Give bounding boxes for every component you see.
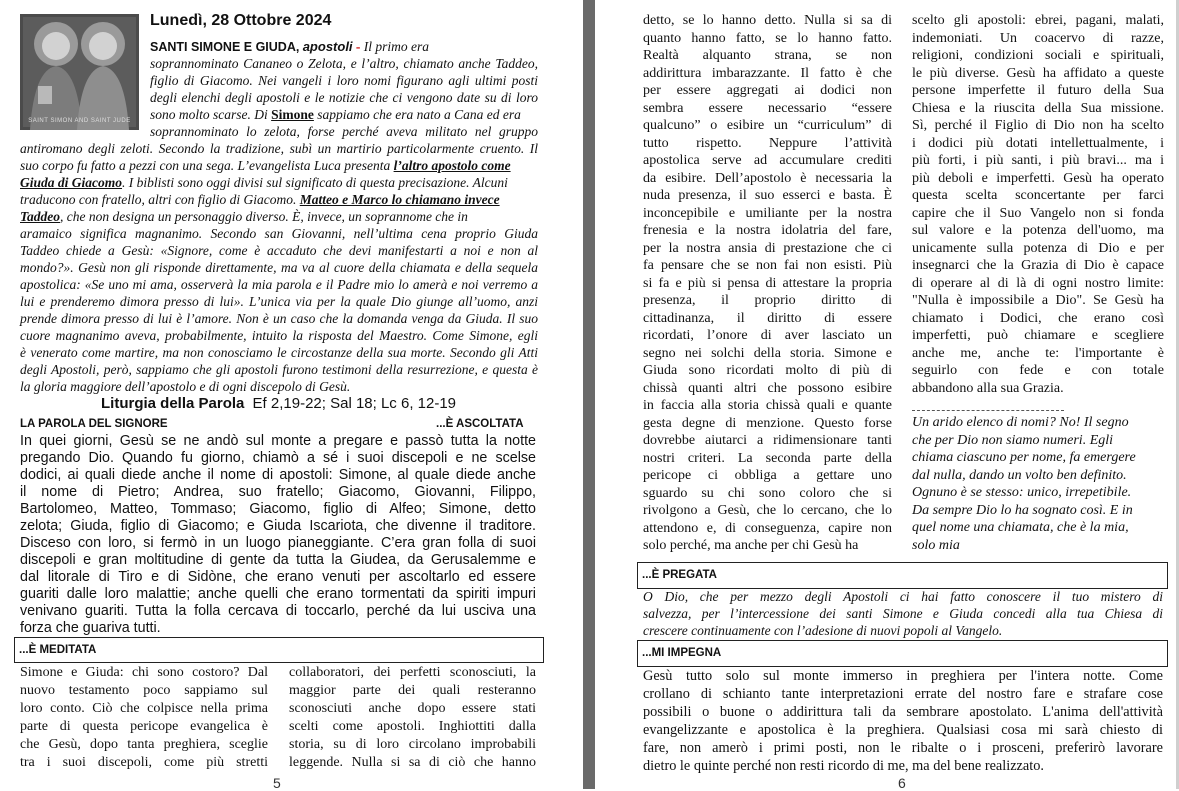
saints-image: [20, 14, 139, 130]
meditata-col1-line: nuovo testamento poco sappiamo sul: [20, 683, 268, 698]
rcol1-line: nostri criteri. La seconda parte della: [643, 450, 892, 466]
rcol2-line: "Nulla è impossibile a Dio". Se Gesù ha: [912, 293, 1164, 308]
prayer-line: O Dio, che per mezzo degli Apostoli ci hai fatto conoscere il tuo mistero di: [643, 589, 1163, 604]
rcol1-line: da esibire. Dell’apostolo è necessaria la: [643, 170, 892, 186]
mm-link-1[interactable]: Matteo e Marco lo chiamano invece: [299, 192, 500, 207]
rcol2-line: seguirlo con fede e con totale: [912, 363, 1164, 378]
luca-link-2[interactable]: Giuda di Giacomo: [20, 175, 123, 190]
gospel-line: guariti dalle loro malattie; anche quelli che erano tormentati da spiriti impuri: [20, 586, 536, 602]
rcol1-line: in faccia alla storia chissà quali e quante: [643, 398, 892, 413]
meditata-section-bar: [14, 637, 544, 663]
prayer-line: crescere continuamente con l’adesione di nuovi popoli al Vangelo.: [643, 623, 1003, 638]
intro-text: Il primo era: [363, 39, 430, 54]
intro-line: [20, 157, 538, 175]
saints-icon: [20, 14, 139, 130]
intro-line: soprannominato Cananeo o Zelota, e l’altro, chiamato anche Taddeo,: [150, 56, 538, 71]
separator-line: [912, 410, 1064, 411]
rcol2-line: questa scelta sconcertante per farci: [912, 188, 1164, 203]
impegna-line: crollano di schianto tante interpretazioni errate del nostro fare e strafare cose: [643, 686, 1163, 702]
impegna-line: dietro le quinte perché non resti ricordo di me, ma del bene realizzato.: [643, 758, 1044, 774]
rcol1-line: sembra essere necessario “essere: [643, 100, 892, 116]
intro-line: lui e prenderemo dimora presso di lui». L’unica via per la quale Dio giunge all’uomo, anzi: [20, 294, 538, 309]
simone-link[interactable]: Simone: [271, 107, 314, 122]
rcol2-line: Chiesa e la riuscita della Sua missione.: [912, 100, 1164, 116]
gospel-line: dal litorale di Tiro e di Sidòne, che erano venuti per ascoltarlo ed essere: [20, 569, 536, 585]
intro-line: [20, 191, 538, 209]
rcol1-line: solo perché, ma anche per chi Gesù ha: [643, 538, 859, 553]
mm-link-2[interactable]: Taddeo: [20, 209, 60, 224]
rcol2-line: le più diverse. Gesù ha affidato a queste: [912, 65, 1164, 81]
rcol1-line: Giuda sono ricordati molto di più di: [643, 363, 892, 378]
saints-title: SANTI SIMONE E GIUDA,: [150, 40, 300, 54]
rcol2-line: unicamente sulla potenza di Dio e per: [912, 240, 1164, 256]
intro-line: la gloria maggiore dell’apostolo e di ogni discepolo di Gesù.: [20, 379, 351, 394]
rcol2-line: imperfetti, può chiamare e scegliere: [912, 328, 1164, 343]
liturgia-refs: Ef 2,19-22; Sal 18; Lc 6, 12-19: [252, 395, 457, 412]
quote-line: Ognuno è se stesso: unico, irrepetibile.: [912, 485, 1132, 500]
rcol1-line: presenza, il proprio diritto di: [643, 293, 892, 308]
meditata-col2-line: leggende. Nulla si sa di ciò che hanno: [289, 755, 536, 770]
rcol2-line: più deboli e imperfetti. Gesù ha operato: [912, 170, 1164, 186]
quote-line: chiama ciascuno per nome, fa emergere: [912, 450, 1136, 465]
meditata-col1-line: Simone e Giuda: chi sono costoro? Dal: [20, 665, 268, 680]
intro-line: [20, 208, 538, 226]
intro-line: [20, 174, 538, 192]
gospel-line: pregando Dio. Quando fu giorno, chiamò a sé i suoi discepoli e ne scelse: [20, 450, 536, 466]
saints-title-apostoli: apostoli: [302, 39, 353, 54]
quote-line: quel nome una chiamata, che è la mia,: [912, 520, 1129, 535]
quote-line: Da sempre Dio lo ha sognato così. E in: [912, 502, 1133, 518]
intro-line: antiromano degli zeloti. Secondo la tradizione, subì un martirio particolarmente cruento. Il: [20, 141, 538, 156]
intro-line: prende dimora presso di lui è l’amore. Non è un caso che la domanda venga da Giuda. Il suo: [20, 311, 538, 326]
rcol2-line: insegnarci che la Grazia di Dio è capace: [912, 258, 1164, 273]
meditata-col1-line: parte di questa pericope evangelica è: [20, 719, 268, 734]
intro-line: figlio di Giacomo. Nei vangeli i loro nomi figurano agli ultimi posti: [150, 73, 538, 88]
rcol1-line: frenesia e la nostra idolatria del fare,: [643, 223, 892, 238]
rcol1-line: gesta degne di menzione. Questo forse: [643, 415, 892, 431]
rcol1-line: rivolgono a Gesù, che lo cercano, che lo: [643, 503, 892, 518]
intro-line: cuore magnanimo aveva, probabilmente, intuito la risposta del Maestro. Come Simone, egli: [20, 328, 538, 343]
liturgia-title: Liturgia della Parola: [101, 395, 245, 412]
meditata-col2-line: scelti come apostoli. Inghiottiti dalla: [289, 719, 536, 734]
impegna-section-bar: [637, 640, 1168, 667]
rcol1-line: per essere aggregati ai dodici non: [643, 83, 892, 98]
meditata-col2-line: collaboratori, dei perfetti sconosciuti, la: [289, 665, 536, 680]
rcol2-line: i dodici più dotati intellettualmente, i: [912, 135, 1164, 151]
intro-text: sappiamo che era nato a Cana ed era: [317, 107, 521, 122]
image-caption: SAINT SIMON AND SAINT JUDE: [28, 118, 131, 124]
gospel-line: zelota; Giuda, figlio di Giacomo; e Giuda Iscariota, che divenne il traditore.: [20, 518, 536, 534]
intro-line: aramaico significa magnanimo. Secondo san Giovanni, nell’ultima cena proprio Giuda: [20, 226, 538, 241]
rcol2-line: scelto gli apostoli: ebrei, pagani, malati,: [912, 13, 1164, 28]
intro-line: degli Apostoli, però, sappiamo che gli apostoli furono testimoni della resurrezione, e questa è: [20, 362, 538, 377]
gospel-line: il nome di Pietro; Andrea, suo fratello; Giacomo, Giovanni, Filippo,: [20, 484, 536, 500]
rcol1-line: fa pensare che se non fai non esisti. Più: [643, 258, 892, 273]
page-number-right: 6: [898, 775, 906, 791]
gospel-line: venivano guariti. Tutta la folla cercava di toccarlo, perché da lui usciva una: [20, 603, 536, 619]
parola-label: LA PAROLA DEL SIGNORE: [20, 418, 168, 430]
pregata-section-bar: [637, 562, 1168, 589]
intro-line: [150, 106, 538, 124]
pregata-label: ...È PREGATA: [642, 569, 717, 581]
meditata-col1-line: loro conto. Ciò che colpisce nella prima: [20, 701, 268, 716]
rcol1-line: sguardo su chi sono coloro che si: [643, 485, 892, 501]
page-number-left: 5: [273, 775, 281, 791]
page-date: Lunedì, 28 Ottobre 2024: [150, 12, 332, 29]
rcol2-line: religioni, condizioni sociali e spirituali,: [912, 48, 1164, 63]
rcol2-line: di operare al di là di ogni nostro limite:: [912, 275, 1164, 291]
rcol1-line: detto, se lo hanno detto. Nulla si sa di: [643, 13, 892, 28]
rcol2-line: chiamato i Dodici, che erano così: [912, 310, 1164, 326]
rcol1-line: per la nostra ansia di prestazione che ci: [643, 240, 892, 256]
rcol2-line: più forti, i più santi, i più bravi... ma i: [912, 153, 1164, 168]
rcol1-line: qualcuno” o esibire un “curriculum” di: [643, 118, 892, 133]
quote-line: Un arido elenco di nomi? No! Il segno: [912, 415, 1129, 430]
intro-line: è venerato come martire, ma non conosciamo le circostanze della sua morte. Secondo gli Atti: [20, 345, 538, 360]
luca-link-1[interactable]: l’altro apostolo come: [393, 158, 511, 173]
impegna-line: Gesù tutto solo sul monte immerso in preghiera per l'intera notte. Come: [643, 668, 1163, 684]
rcol1-line: pericope ci obbliga a gettare uno: [643, 468, 892, 483]
rcol2-line: indemoniati. Un coacervo di razze,: [912, 30, 1164, 46]
rcol1-line: apostolica serve ad accumulare crediti: [643, 153, 892, 168]
intro-text: suo corpo fu fatto a pezzi con una sega. L’evangelista Luca presenta: [20, 158, 391, 173]
rcol1-line: si fa e più si pensa di attestare la propria: [643, 275, 892, 291]
meditata-col1-line: tra i suoi discepoli, come più stretti: [20, 755, 268, 770]
ascoltata-label: ...È ASCOLTATA: [436, 418, 524, 430]
intro-text: traducono con fratello, altri con figlio di Giacomo.: [20, 192, 297, 207]
rcol1-line: addirittura imbarazzante. Il fatto è che: [643, 65, 892, 81]
rcol1-line: ricordati, l’onore di aver lasciato un: [643, 328, 892, 343]
quote-line: solo mia: [912, 537, 960, 553]
gospel-line: dodici, ai quali diede anche il nome di apostoli: Simone, al quale diede anche: [20, 467, 536, 483]
rcol1-line: nuda presenza, il suo esserci e basta. È: [643, 188, 892, 203]
gospel-line: Disceso con loro, si fermò in un luogo pianeggiante. C’era gran folla di suoi: [20, 535, 536, 551]
page-gutter: [583, 0, 595, 789]
impegna-line: evangelizzante e apostolica è la preghiera. Qualsiasi cosa mi sarà chiesto di: [643, 722, 1163, 738]
rcol2-line: sul valore e la potenza dell'uomo, ma: [912, 223, 1164, 238]
rcol2-line: anche me, anche te: l'importante è: [912, 345, 1164, 361]
rcol1-line: Realtà alquanto strana, se non: [643, 48, 892, 63]
rcol2-line: capire che il Suo Vangelo non si fonda: [912, 205, 1164, 221]
rcol1-line: cittadinanza, il diritto di essere: [643, 310, 892, 326]
meditata-col2-line: sconosciuti anche dopo essere stati: [289, 701, 536, 716]
gospel-line: In quei giorni, Gesù se ne andò sul monte a pregare e passò tutta la notte: [20, 433, 536, 449]
intro-line: mondo?». Gesù non gli risponde direttamente, ma va al cuore della chiamata e della sequela: [20, 260, 538, 275]
liturgia-heading: [101, 395, 456, 412]
rcol1-line: dovrebbe aiutarci a ridimensionare tanti: [643, 433, 892, 448]
impegna-line: fare, non amerò i primi posti, non le ribalte o i prosceni, preferirò lavorare: [643, 740, 1163, 756]
meditata-col2-line: storia, su di loro circolano improbabili: [289, 737, 536, 752]
rcol1-line: segno nei solchi della storia. Simone e: [643, 345, 892, 361]
meditata-label: ...È MEDITATA: [19, 644, 97, 656]
gospel-line: discepoli e gran moltitudine di gente da tutta la Giudea, da Gerusalemme e: [20, 552, 536, 568]
rcol1-line: chissà quanti altri che possono esibire: [643, 380, 892, 396]
intro-line-1: [150, 38, 538, 57]
impegna-line: possibili o buone o addirittura tali da sembrare apostolato. L'anima dell'attività: [643, 704, 1163, 720]
rcol2-line: persone imperfette il futuro della Sua: [912, 83, 1164, 98]
quote-line: che per Dio non siamo numeri. Egli: [912, 432, 1114, 448]
rcol1-line: tutto rispetto. Neppure l’attività: [643, 135, 892, 151]
intro-text: . I biblisti sono oggi divisi sul significato di questa precisazione. Alcuni: [122, 175, 508, 190]
rcol1-line: attendono e, di conseguenza, capire non: [643, 520, 892, 536]
rcol1-line: quanto hanno fatto, se lo hanno fatto.: [643, 30, 892, 46]
saints-dash: -: [355, 39, 361, 54]
intro-line: Taddeo chiede a Gesù: «Signore, come è accaduto che devi manifestarti a noi e non al: [20, 243, 538, 258]
intro-text: sono molto scarse. Di: [150, 107, 268, 122]
intro-line: degli elenchi degli apostoli e le notizie che ci vengono date su di loro: [150, 90, 538, 105]
intro-line: apostolica: «Se uno mi ama, osserverà la mia parola e il Padre mio lo amerà e noi verremo a: [20, 277, 538, 292]
gospel-line: Bartolomeo, Matteo, Tommaso; Giacomo, figlio di Alfeo; Simone, detto: [20, 501, 536, 517]
gospel-line: forza che guariva tutti.: [20, 620, 161, 636]
prayer-line: salvezza, per l’intercessione dei santi Simone e Giuda concedi alla tua Chiesa di: [643, 606, 1163, 621]
meditata-col2-line: maggior parte dei quali resteranno: [289, 683, 536, 698]
quote-line: dal nulla, dando un volto ben definito.: [912, 467, 1127, 483]
intro-text: , che non designa un personaggio diverso. È, invece, un soprannome che in: [60, 209, 468, 224]
meditata-col1-line: che Gesù, dopo tanta preghiera, sceglie: [20, 737, 268, 752]
rcol2-line: abbandono alla sua Grazia.: [912, 380, 1064, 396]
intro-line: soprannominato lo zelota, forse perché aveva militato nel gruppo: [150, 124, 538, 139]
impegna-label: ...MI IMPEGNA: [642, 647, 722, 659]
rcol2-line: Sì, perché il Figlio di Dio non ha scelto: [912, 118, 1164, 133]
rcol1-line: inconcepibile e umiliante per la nostra: [643, 205, 892, 221]
